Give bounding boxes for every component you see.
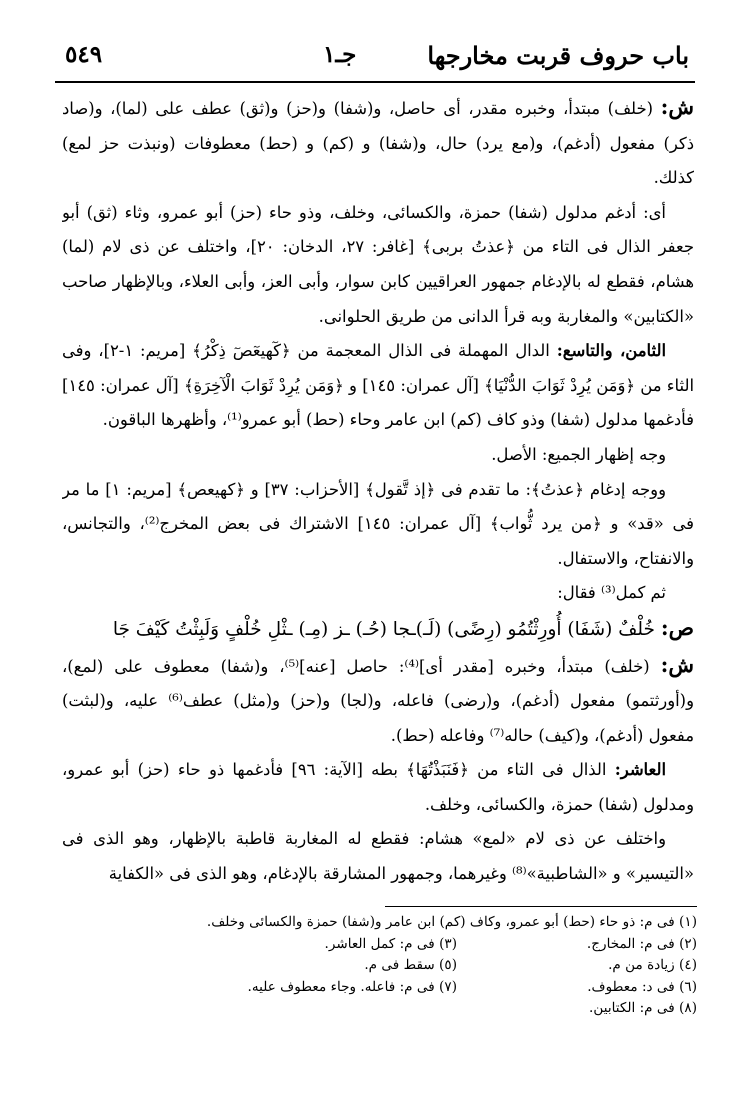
chapter-title: باب حروف قربت مخارجها	[427, 41, 689, 70]
footnote-3: (٣) فى م: كمل العاشر.	[324, 935, 457, 952]
volume-number: جـ١	[323, 41, 357, 68]
paragraph-commentary-1	[62, 90, 694, 196]
main-text	[62, 90, 694, 890]
commentary-text: (خلف) مبتدأ، وخبره [مقدر أى]⁽⁴⁾: حاصل [عنه]⁽⁵⁾، و(شفا) معطوف على (لمع)، و(أورثتمو) مفعول (أدغم)، و(رضى) فاعله، و(لجا) و(حز) و(مثل) عطف⁽⁶⁾ عليه، و(لبثت) مفعول (أدغم)، و(كيف) حاله⁽⁷⁾ وفاعله (حط).	[62, 656, 694, 745]
sad-marker: ص:	[660, 614, 694, 640]
commentary-text: (خلف) مبتدأ، وخبره مقدر، أى حاصل، و(شفا) و(حز) و(ثق) عطف على (لما)، و(صاد ذكر) مفعول (أدغم)، و(مع يرد) حال، و(شفا) و (كم) و (حط) معطوفات (ونبذت حز لمع) كذلك.	[62, 99, 694, 188]
footnote-6: (٦) فى د: معطوف.	[587, 978, 697, 995]
paragraph-transition	[62, 576, 694, 611]
footnote-2: (٢) فى م: المخارج.	[586, 935, 697, 952]
paragraph-eighth-ninth	[62, 334, 694, 438]
footnote-row	[70, 977, 697, 999]
section-label: العاشر:	[614, 760, 666, 780]
running-header	[55, 35, 695, 83]
paragraph-tenth	[62, 753, 694, 822]
paragraph-explanation	[62, 196, 694, 334]
footnote-row	[70, 998, 697, 1020]
footnote-4: (٤) زيادة من م.	[608, 957, 697, 973]
footnote-8: (٨) فى م: الكتابين.	[589, 1000, 697, 1016]
paragraph-hisham	[62, 822, 694, 890]
paragraph-reason-izhar	[62, 438, 694, 473]
footnote-row	[70, 955, 697, 977]
footnote-row	[70, 934, 697, 956]
paragraph-text: ووجه إدغام ﴿عذتُ﴾: ما تقدم فى ﴿إذ تَّقول﴾ [الأحزاب: ٣٧] و ﴿كهيعص﴾ [مريم: ١] ما مر فى «قد» و ﴿من يرد ثُّواب﴾ [آل عمران: ١٤٥] الاشتراك فى بعض المخرج⁽²⁾، والتجانس، والانفتاح، والاستفال.	[62, 479, 694, 568]
paragraph-text: أى: أدغم مدلول (شفا) حمزة، والكسائى، وخلف، وذو حاء (حز) أبو عمرو، وثاء (ثق) أبو جعفر الذال فى التاء من ﴿عذتُ بربى﴾ [غافر: ٢٧، الدخان: ٢٠]، واختلف عن ذى لام (لما) هشام، فقطع له بالإدغام جمهور العراقيين كابن سوار، وأبى العز، وأبى العلاء، وبالإظهار صاحب «الكتابين» والمغاربة وبه قرأ الدانى من طريق الحلوانى.	[62, 202, 694, 326]
paragraph-text: الذال فى التاء من ﴿فَنَبَذْتُهَا﴾ بطه [الآية: ٩٦] فأدغمها ذو حاء (حز) أبو عمرو، ومدلول (شفا) حمزة، والكسائى، وخلف.	[62, 760, 694, 814]
footnote-divider	[385, 906, 697, 907]
paragraph-text: الدال المهملة فى الذال المعجمة من ﴿كٓهيعٓصٓ ذِكْرُ﴾ [مريم: ١-٢]، وفى الثاء من ﴿وَمَن يُرِدْ ثَوَابَ الدُّنْيَا﴾ [آل عمران: ١٤٥] و ﴿وَمَن يُرِدْ ثَوَابَ الْآخِرَةِ﴾ [آل عمران: ١٤٥] فأدغمها مدلول (شفا) وذو كاف (كم) ابن عامر وحاء (حط) أبو عمرو⁽¹⁾، وأظهرها الباقون.	[62, 341, 694, 430]
paragraph-reason-idgham	[62, 473, 694, 577]
footnote-row	[70, 912, 697, 934]
header-divider	[55, 81, 695, 83]
paragraph-text: ثم كمل⁽³⁾ فقال:	[557, 583, 666, 603]
footnote-7: (٧) فى م: فاعله. وجاء معطوف عليه.	[247, 978, 457, 995]
footnote-5: (٥) سقط فى م.	[364, 957, 457, 973]
paragraph-text: واختلف عن ذى لام «لمع» هشام: فقطع له المغاربة قاطبة بالإظهار، وهو الذى فى «التيسير» و «الشاطبية»⁽⁸⁾ وغيرهما، وجمهور المشارقة بالإدغام، وهو الذى فى «الكفاية	[62, 829, 694, 884]
footnote-1: (١) فى م: ذو حاء (حط) أبو عمرو، وكاف (كم) ابن عامر و(شفا) حمزة والكسائى وخلف.	[206, 914, 697, 930]
footnotes	[70, 912, 697, 1020]
verse-text: خُلْفٌ (شَفَا) أُورِثْتُمُو (رِضًى) (لَـ)ـجا (حُـ) ـز (مِـ) ـثْلِ خُلْفٍ وَلَبِثْتُ كَيْفَ جَا	[112, 618, 655, 640]
verse-line	[62, 611, 694, 648]
paragraph-commentary-2	[62, 648, 694, 754]
page-number: ٥٤٩	[65, 41, 103, 68]
paragraph-text: وجه إظهار الجميع: الأصل.	[491, 444, 666, 464]
shin-marker: ش:	[660, 651, 694, 677]
shin-marker: ش:	[660, 94, 694, 119]
section-label: الثامن، والتاسع:	[556, 341, 666, 361]
